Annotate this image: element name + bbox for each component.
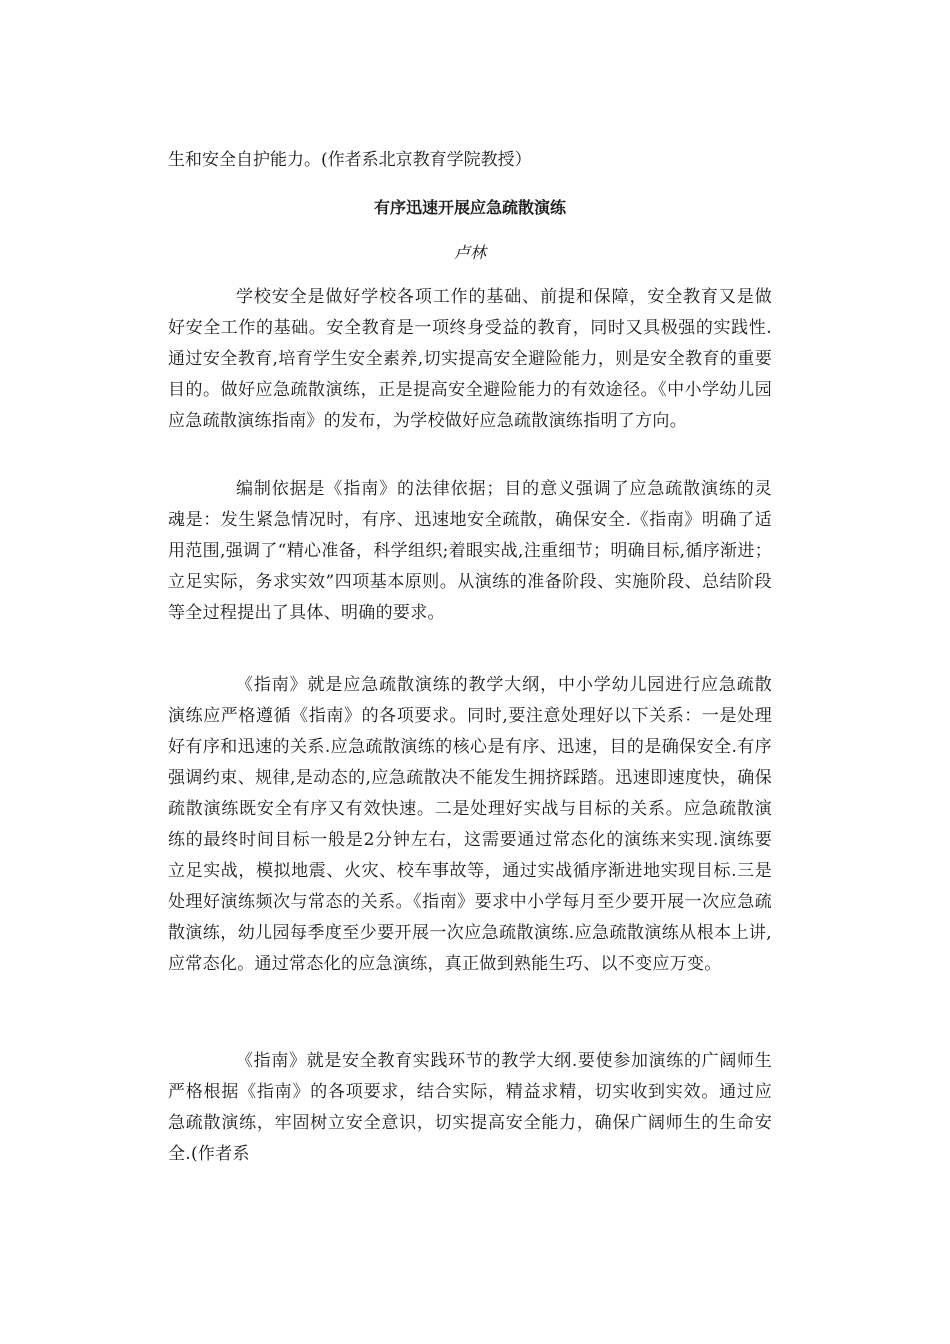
article-author: 卢林 [453, 243, 486, 262]
article-title: 有序迅速开展应急疏散演练 [373, 198, 566, 217]
paragraph-4: 《指南》就是安全教育实践环节的教学大纲.要使参加演练的广阔师生严格根据《指南》的各项要求，结合实际，精益求精，切实收到实效。通过应急疏散演练，牢固树立安全意识，切实提高安全能力，确保广阔师生的生命安全.(作者系 [168, 1051, 772, 1164]
lead-line: 生和安全自护能力。(作者系北京教育学院教授） [168, 150, 532, 170]
paragraph-2: 编制依据是《指南》的法律依据；目的意义强调了应急疏散演练的灵魂是：发生紧急情况时，有序、迅速地安全疏散，确保安全.《指南》明确了适用范围,强调了“精心准备，科学组织;着眼实战,注重细节；明确目标,循序渐进；立足实际，务求实效”四项基本原则。从演练的准备阶段、实施阶段、总结阶段等全过程提出了具体、明确的要求。 [168, 479, 772, 623]
paragraph-1: 学校安全是做好学校各项工作的基础、前提和保障，安全教育又是做好安全工作的基础。安全教育是一项终身受益的教育，同时又具极强的实践性.通过安全教育,培育学生安全素养,切实提高安全避险能力，则是安全教育的重要目的。做好应急疏散演练，正是提高安全避险能力的有效途径。《中小学幼儿园应急疏散演练指南》的发布，为学校做好应急疏散演练指明了方向。 [168, 287, 772, 431]
paragraph-3: 《指南》就是应急疏散演练的教学大纲，中小学幼儿园进行应急疏散演练应严格遵循《指南》的各项要求。同时,要注意处理好以下关系：一是处理好有序和迅速的关系.应急疏散演练的核心是有序、迅速，目的是确保安全.有序强调约束、规律,是动态的,应急疏散决不能发生拥挤踩踏。迅速即速度快，确保疏散演练既安全有序又有效快速。二是处理好实战与目标的关系。应急疏散演练的最终时间目标一般是2分钟左右，这需要通过常态化的演练来实现.演练要立足实战，模拟地震、火灾、校车事故等，通过实战循序渐进地实现目标.三是处理好演练频次与常态的关系。《指南》要求中小学每月至少要开展一次应急疏散演练，幼儿园每季度至少要开展一次应急疏散演练.应急疏散演练从根本上讲,应常态化。通过常态化的应急演练，真正做到熟能生巧、以不变应万变。 [168, 675, 772, 974]
